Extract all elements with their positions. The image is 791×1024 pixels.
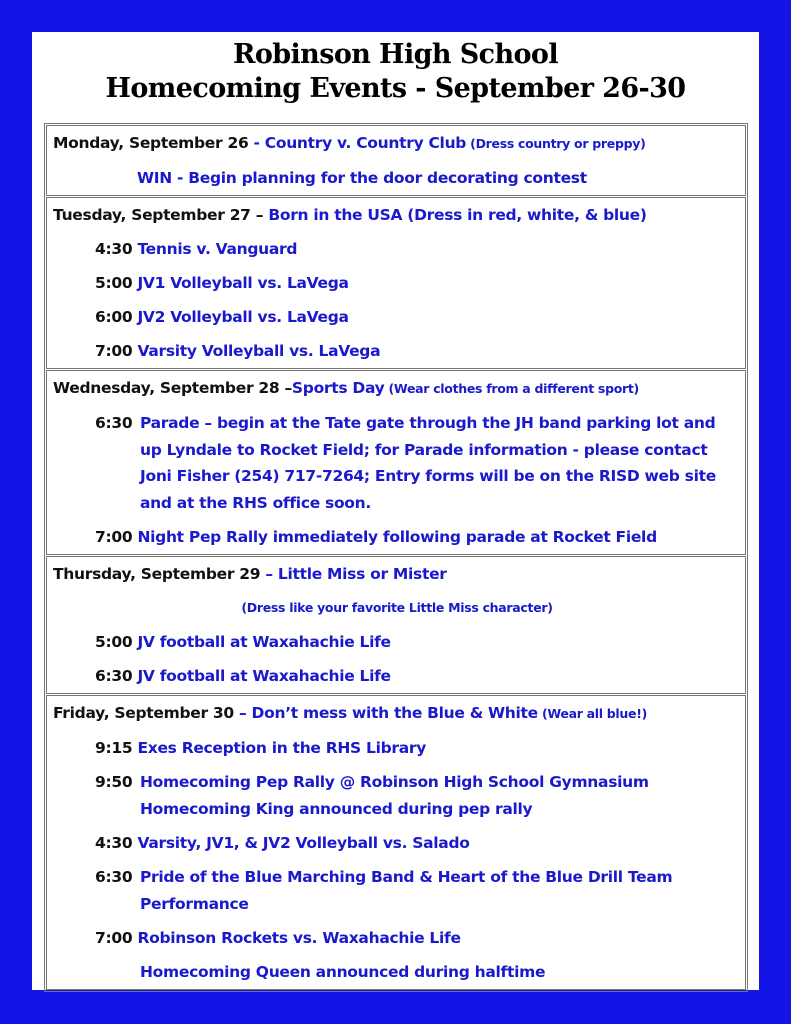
dress-note: (Dress like your favorite Little Miss character) xyxy=(241,600,553,615)
event-time: 5:00 xyxy=(95,274,133,292)
dress-note: (Wear clothes from a different sport) xyxy=(384,381,639,396)
day-theme: Sports Day xyxy=(291,379,385,397)
event-row xyxy=(53,406,741,520)
day-header xyxy=(53,696,741,731)
event-desc: Robinson Rockets vs. Waxahachie Life xyxy=(137,929,461,947)
event-time: 7:00 xyxy=(95,528,133,546)
day-label: Wednesday, September 28 xyxy=(53,379,280,397)
event-row xyxy=(53,625,741,659)
separator: – xyxy=(233,704,252,722)
day-label: Monday, September 26 xyxy=(53,134,249,152)
day-theme: Country v. Country Club xyxy=(264,134,467,152)
event-row xyxy=(53,765,741,826)
flyer-page xyxy=(32,32,759,990)
title-events: Homecoming Events - September 26-30 xyxy=(105,73,686,104)
dress-note: (Wear all blue!) xyxy=(537,706,648,721)
event-desc: Pride of the Blue Marching Band & Heart of the Blue Drill Team Performance xyxy=(140,868,673,913)
day-label: Friday, September 30 xyxy=(53,704,234,722)
day-header xyxy=(53,557,741,591)
event-desc: Varsity, JV1, & JV2 Volleyball vs. Salado xyxy=(137,834,470,852)
day-header xyxy=(53,198,741,232)
day-section-thursday xyxy=(46,556,746,694)
day-section-monday xyxy=(46,125,746,196)
event-row xyxy=(53,731,741,765)
separator: – xyxy=(279,379,292,397)
event-row xyxy=(53,232,741,266)
separator: – xyxy=(260,565,278,583)
event-desc: Night Pep Rally immediately following parade at Rocket Field xyxy=(137,528,657,546)
event-time: 6:30 xyxy=(95,868,133,886)
day-label: Tuesday, September 27 xyxy=(53,206,251,224)
event-row xyxy=(53,860,741,921)
event-desc: JV1 Volleyball vs. LaVega xyxy=(137,274,349,292)
event-row xyxy=(53,334,741,368)
event-time: 6:30 xyxy=(95,667,133,685)
events-table xyxy=(44,123,748,992)
event-row xyxy=(53,659,741,693)
event-row xyxy=(53,300,741,334)
event-time: 6:00 xyxy=(95,308,133,326)
event-time: 4:30 xyxy=(95,240,133,258)
separator: – xyxy=(250,206,269,224)
event-time: 4:30 xyxy=(95,834,133,852)
event-time: 7:00 xyxy=(95,342,133,360)
event-row xyxy=(53,921,741,955)
day-theme: Don’t mess with the Blue & White xyxy=(251,704,538,722)
title-school: Robinson High School xyxy=(233,39,558,70)
day-theme: Born in the USA (Dress in red, white, & blue) xyxy=(268,206,647,224)
day-section-wednesday xyxy=(46,370,746,555)
event-row xyxy=(53,826,741,860)
event-row xyxy=(53,520,741,554)
day-label: Thursday, September 29 xyxy=(53,565,261,583)
event-desc: JV2 Volleyball vs. LaVega xyxy=(137,308,349,326)
event-desc: Parade – begin at the Tate gate through the JH band parking lot and up Lyndale to Rocket Field; for Parade information - please contact Joni Fisher (254) 717-7264; Entry forms will be on the RISD web site and at the RHS office soon. xyxy=(140,414,716,512)
event-desc: JV football at Waxahachie Life xyxy=(137,633,391,651)
separator: - xyxy=(248,134,265,152)
event-desc: Homecoming Pep Rally @ Robinson High School Gymnasium Homecoming King announced during pep rally xyxy=(140,773,649,818)
event-time: 9:15 xyxy=(95,739,133,757)
event-time: 6:30 xyxy=(95,414,133,432)
day-header xyxy=(53,126,741,161)
event-row xyxy=(53,266,741,300)
event-time: 7:00 xyxy=(95,929,133,947)
flyer-title xyxy=(32,38,759,106)
day-header xyxy=(53,371,741,406)
event-desc: JV football at Waxahachie Life xyxy=(137,667,391,685)
event-note: WIN - Begin planning for the door decorating contest xyxy=(137,169,587,187)
day-theme: Little Miss or Mister xyxy=(277,565,447,583)
event-time: 5:00 xyxy=(95,633,133,651)
day-section-tuesday xyxy=(46,197,746,369)
event-note: Homecoming Queen announced during halftime xyxy=(140,963,546,981)
dress-note: (Dress country or preppy) xyxy=(466,136,646,151)
day-section-friday xyxy=(46,695,746,990)
event-desc: Tennis v. Vanguard xyxy=(137,240,298,258)
event-time: 9:50 xyxy=(95,773,133,791)
event-desc: Exes Reception in the RHS Library xyxy=(137,739,427,757)
event-desc: Varsity Volleyball vs. LaVega xyxy=(137,342,381,360)
